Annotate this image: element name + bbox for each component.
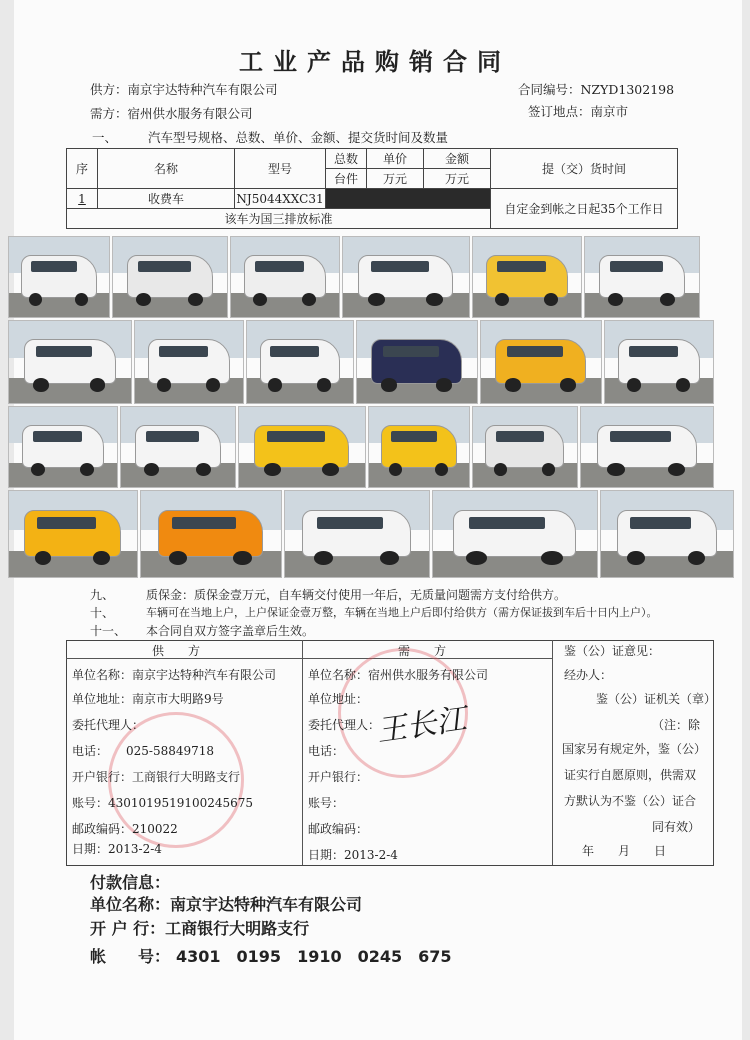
col-model: 型号: [235, 149, 326, 189]
contract-number: 合同编号：NZYD1302198: [518, 82, 675, 97]
col-delivery: 提（交）货时间: [491, 149, 678, 189]
col-name: 名称: [98, 149, 235, 189]
supplier-bank: 开户银行：工商银行大明路支行: [72, 770, 241, 784]
clause-10-text: 车辆可在当地上户，上户保证金壹万整，车辆在当地上户后即付给供方（需方保证拔到车后十日内上户）。: [146, 606, 658, 619]
col-price: 单价: [367, 149, 424, 169]
vehicle-photo: [8, 320, 132, 404]
vehicle-photo: [8, 406, 118, 488]
vehicle-photo: [112, 236, 228, 318]
vehicle-photo: [432, 490, 598, 578]
vehicle-photo: [284, 490, 430, 578]
unit-price: 万元: [367, 169, 424, 189]
vehicle-photo: [8, 236, 110, 318]
cert-head: 鉴（公）证意见：: [564, 644, 661, 658]
section-heading: 汽车型号规格、总数、单价、金额、提交货时间及数量: [148, 130, 449, 145]
page-title: 工业产品购销合同: [239, 47, 511, 76]
clause-9-number: 九、: [90, 588, 115, 602]
cert-date: 年 月 日: [582, 844, 667, 858]
row-model: NJ5044XXC31: [235, 189, 326, 209]
supplier-address: 单位地址：南京市大明路9号: [72, 692, 224, 706]
cert-note-5: 同有效）: [652, 820, 701, 834]
vehicle-photo: [480, 320, 602, 404]
supplier-date: 日期：2013-2-4: [72, 842, 162, 856]
unit-amount: 万元: [424, 169, 491, 189]
vehicle-photo: [600, 490, 734, 578]
col-amount: 金额: [424, 149, 491, 169]
payment-heading: 付款信息：: [90, 873, 171, 892]
sign-place: 签订地点：南京市: [528, 104, 629, 119]
cert-note-3: 证实行自愿原则，供需双: [564, 768, 697, 782]
redacted-values: [326, 189, 491, 209]
vehicle-photo: [356, 320, 478, 404]
supplier-postcode: 邮政编码：210022: [72, 822, 178, 836]
vehicle-photo: [120, 406, 236, 488]
unit-total: 台件: [326, 169, 367, 189]
clause-9-text: 质保金：质保金壹万元，自车辆交付使用一年后，无质量问题需方支付给供方。: [146, 588, 567, 602]
clause-11-text: 本合同自双方签字盖章后生效。: [146, 624, 315, 638]
buyer-phone: 电话：: [308, 744, 345, 758]
clause-11-number: 十一、: [90, 624, 127, 638]
vehicle-photo-gallery: [8, 236, 740, 578]
supplier-phone: 电话： 025-58849718: [72, 744, 215, 758]
supplier-unit: 单位名称：南京宇达特种汽车有限公司: [72, 668, 277, 682]
payment-unit: 单位名称：南京宇达特种汽车有限公司: [90, 895, 363, 914]
buyer-bank: 开户银行：: [308, 770, 369, 784]
spec-table: [66, 148, 678, 229]
vehicle-photo: [580, 406, 714, 488]
supplier-line: 供方：南京宇达特种汽车有限公司: [90, 82, 278, 97]
supplier-agent: 委托代理人：: [72, 718, 145, 732]
supplier-account: 账号：4301019519100245675: [72, 796, 254, 810]
supplier-head: 供 方: [152, 644, 201, 658]
cert-note-4: 方默认为不鉴（公）证合: [564, 794, 697, 808]
col-total: 总数: [326, 149, 367, 169]
vehicle-photo: [604, 320, 714, 404]
payment-account: 4301 0195 1910 0245 675: [176, 947, 452, 966]
vehicle-photo: [8, 490, 138, 578]
vehicle-photo: [584, 236, 700, 318]
vehicle-photo: [472, 236, 582, 318]
vehicle-photo: [230, 236, 340, 318]
vehicle-photo: [238, 406, 366, 488]
row-seq: 1: [67, 189, 98, 209]
vehicle-photo: [246, 320, 354, 404]
emission-note: 该车为国三排放标准: [67, 209, 491, 229]
cert-handler: 经办人：: [564, 668, 613, 682]
handwritten-signature: 王长江: [374, 701, 469, 750]
vehicle-photo: [368, 406, 470, 488]
payment-account-label: 帐 号：: [90, 947, 171, 966]
payment-bank: 开 户 行：工商银行大明路支行: [90, 919, 310, 938]
buyer-address: 单位地址：: [308, 692, 369, 706]
clause-10-number: 十、: [90, 606, 115, 620]
buyer-head: 需 方: [398, 644, 447, 658]
row-name: 收费车: [98, 189, 235, 209]
buyer-date: 日期：2013-2-4: [308, 848, 398, 862]
buyer-account: 账号：: [308, 796, 345, 810]
vehicle-photo: [342, 236, 470, 318]
buyer-unit: 单位名称：宿州供水服务有限公司: [308, 668, 489, 682]
section-number: 一、: [92, 130, 118, 145]
buyer-postcode: 邮政编码：: [308, 822, 369, 836]
buyer-line: 需方：宿州供水服务有限公司: [90, 106, 253, 121]
vehicle-photo: [472, 406, 578, 488]
cert-org: 鉴（公）证机关（章）: [596, 692, 717, 706]
row-delivery: 自定金到帐之日起35个工作日: [491, 189, 678, 229]
vehicle-photo: [140, 490, 282, 578]
buyer-agent: 委托代理人：: [308, 718, 381, 732]
cert-note-1: （注：除: [652, 718, 701, 732]
cert-note-2: 国家另有规定外，鉴（公）: [562, 742, 707, 756]
col-seq: 序: [67, 149, 98, 189]
vehicle-photo: [134, 320, 244, 404]
